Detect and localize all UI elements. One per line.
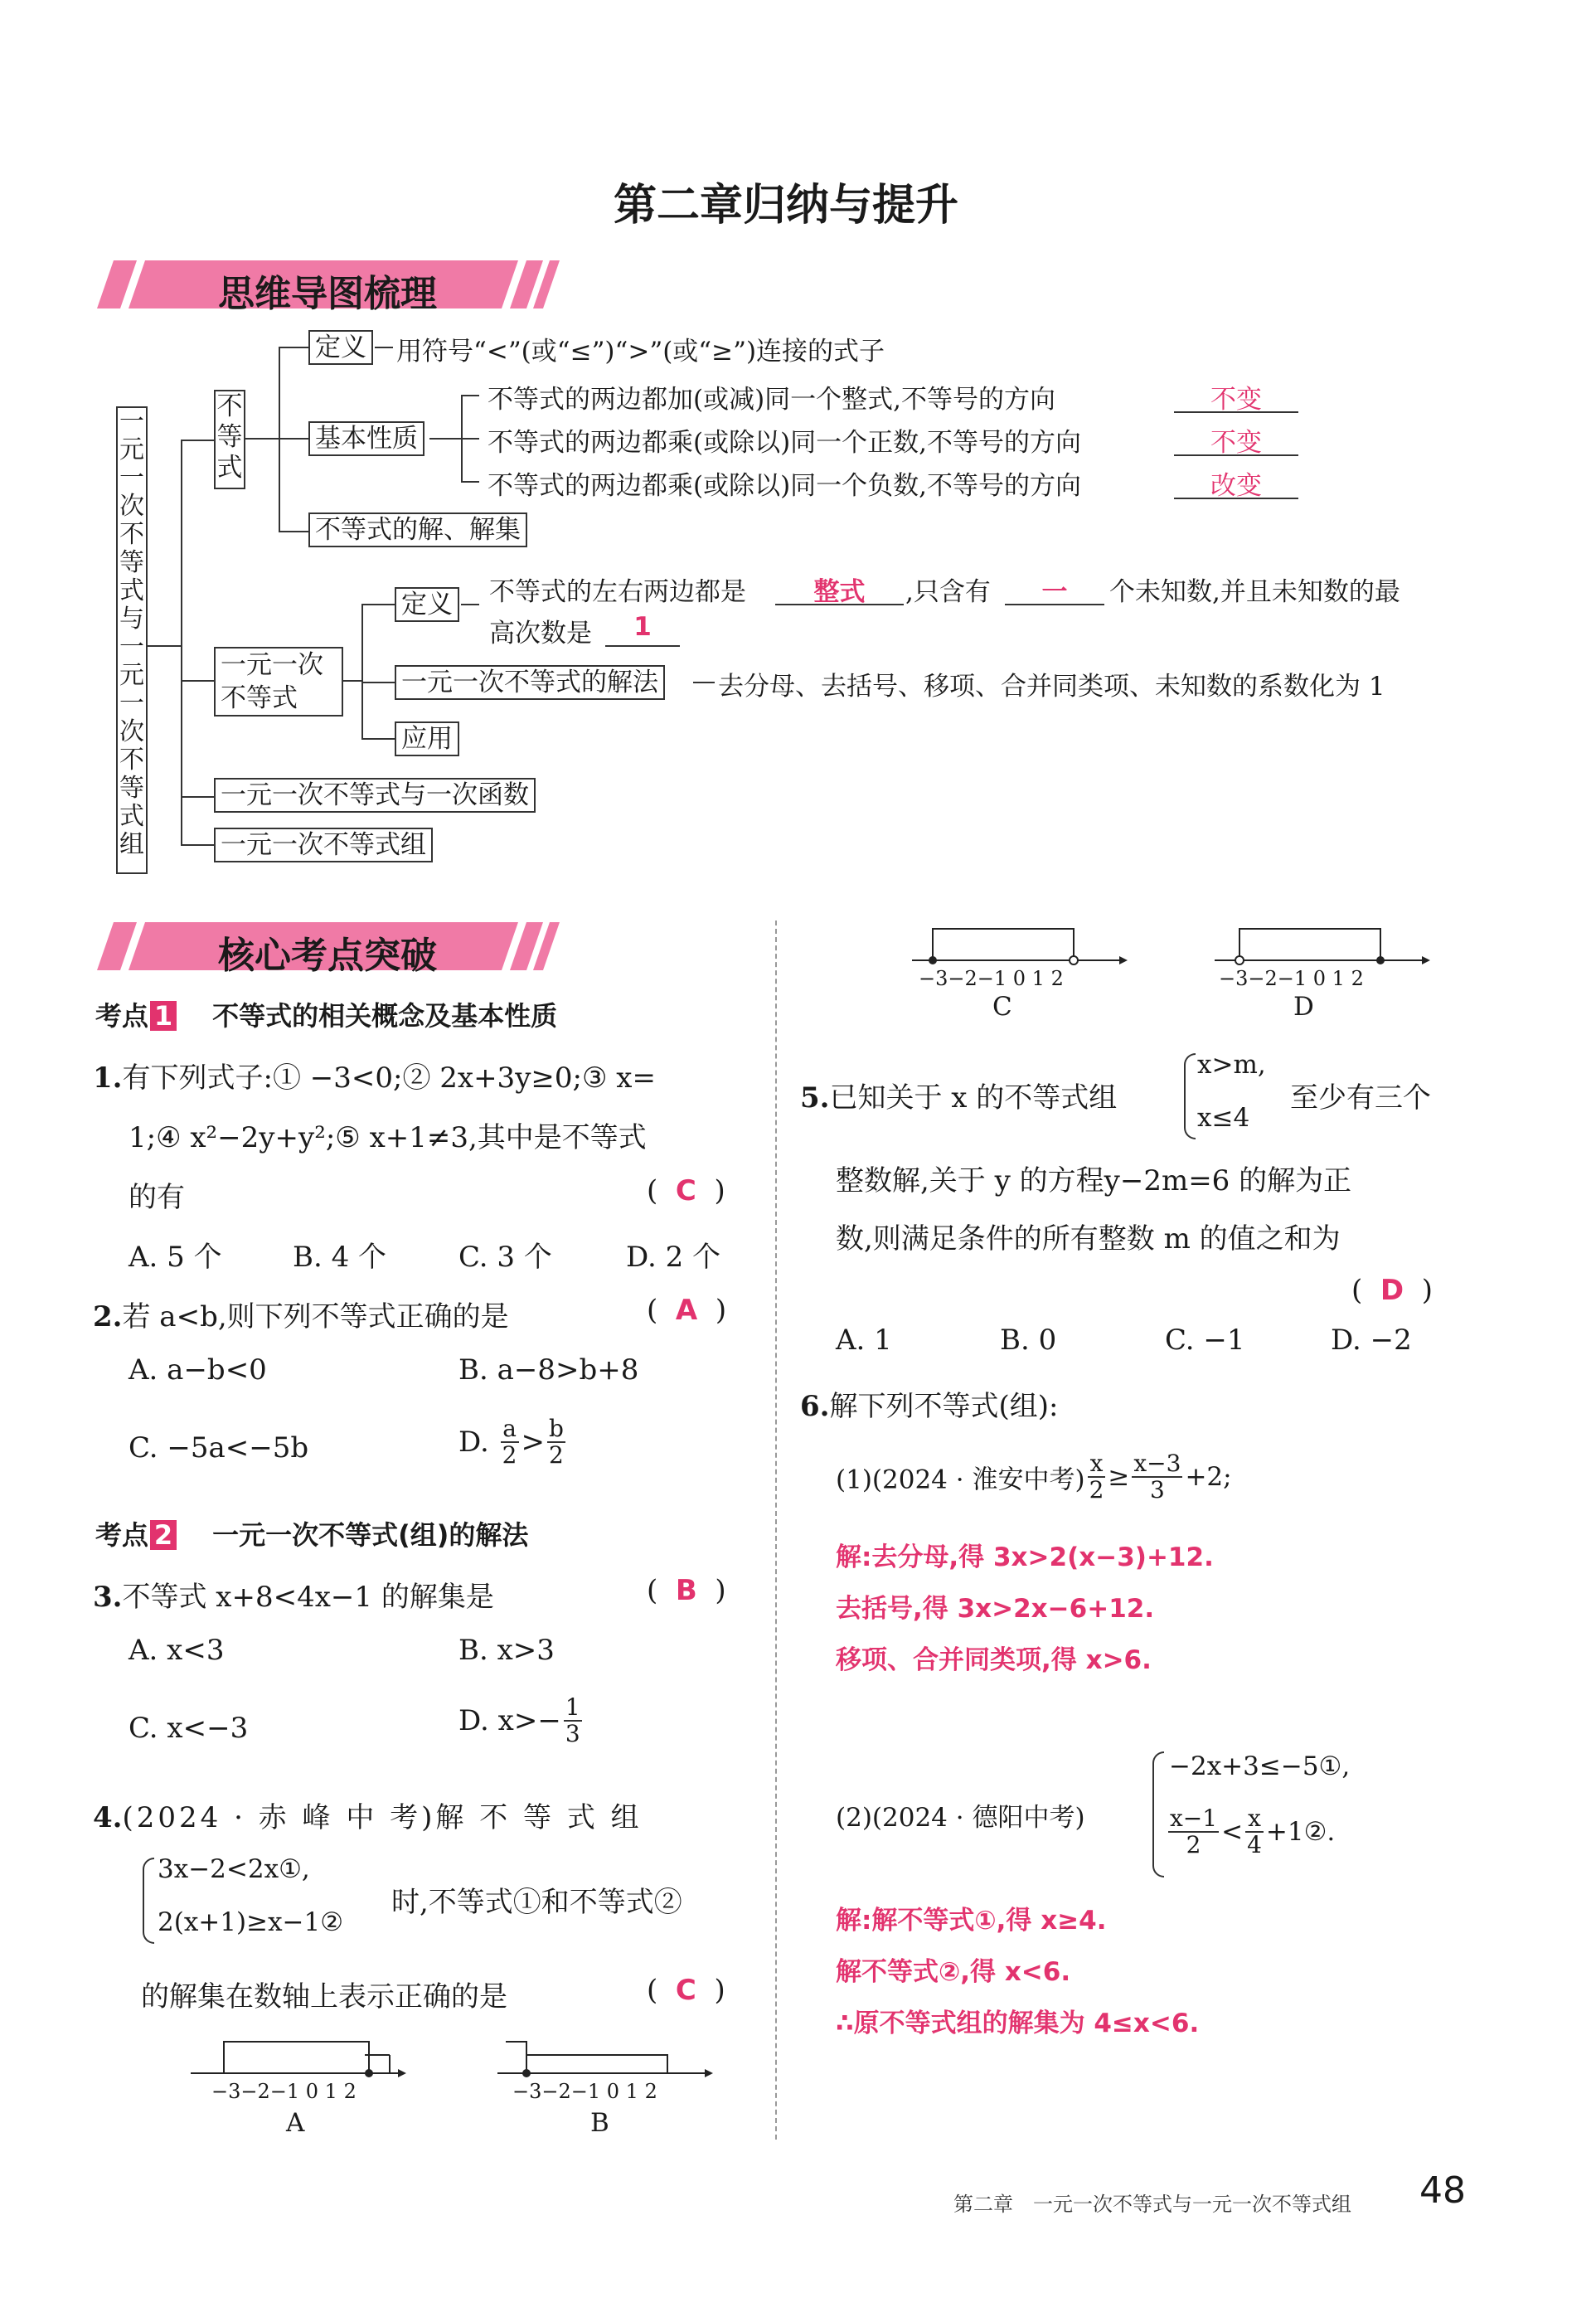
q5-text1b: 至少有三个 — [1290, 1081, 1431, 1115]
mindmap-def2-answer3: 1 — [605, 612, 680, 647]
q6-p1-frac2 — [1132, 1451, 1182, 1503]
q2-answer-bracket: ( A ) — [647, 1294, 727, 1327]
q3-stem — [93, 1574, 494, 1615]
q2-option-b: B. a−8>b+8 — [458, 1353, 639, 1387]
q4-system-line2: 2(x+1)≥x−1② — [158, 1907, 344, 1937]
section-banner-label: 思维导图梳理 — [218, 273, 437, 315]
mindmap-prop3-answer: 改变 — [1174, 464, 1298, 499]
q3-option-b: B. x>3 — [458, 1634, 555, 1667]
q4-system-line1: 3x−2<2x①, — [158, 1854, 310, 1884]
mindmap-node-dingyi: 定义 — [308, 330, 373, 365]
q1-number: 1. — [93, 1061, 123, 1095]
q2-optd-frac2 — [547, 1416, 565, 1468]
q4-numberline-d — [1215, 919, 1430, 969]
q4-numberline-d-ticks: −3−2−1 0 1 2 — [1219, 967, 1364, 990]
denominator: 4 — [1247, 1831, 1262, 1858]
q5-option-c: C. −1 — [1165, 1324, 1245, 1357]
q4-stem1 — [93, 1795, 643, 1835]
q4-numberline-c — [912, 919, 1128, 969]
q3-optd-frac — [564, 1695, 582, 1746]
q1-option-d: D. 2 个 — [626, 1241, 721, 1274]
mindmap-prop2-answer: 不变 — [1174, 421, 1298, 456]
mindmap-def2-answer1: 整式 — [775, 571, 904, 605]
mindmap-prop3: 不等式的两边都乘(或除以)同一个负数,不等号的方向 — [488, 471, 1082, 501]
section-banner-core — [95, 919, 560, 977]
q2-option-a: A. a−b<0 — [129, 1353, 267, 1387]
connector — [429, 438, 461, 440]
page-number: 48 — [1419, 2169, 1466, 2212]
q5-text1: 已知关于 x 的不等式组 — [829, 1081, 1118, 1115]
mindmap-node-dingyi2: 定义 — [395, 587, 459, 622]
connector — [181, 844, 214, 846]
q4-numberline-a — [191, 2032, 406, 2082]
mindmap-def2-answer2: 一 — [1005, 571, 1104, 605]
q2-optd-prefix: D. — [458, 1426, 489, 1459]
connector — [181, 680, 214, 682]
q6-p1-frac1 — [1088, 1451, 1106, 1503]
q1-line2: 1;④ x²−2y+y²;⑤ x+1≠3,其中是不等式 — [129, 1121, 647, 1154]
q5-answer: D — [1380, 1274, 1404, 1307]
connector — [461, 438, 479, 440]
q4-stem2: 时,不等式①和不等式② — [391, 1886, 682, 1919]
mindmap-node-jiben: 基本性质 — [308, 421, 424, 456]
q1-line3: 的有 — [129, 1181, 185, 1214]
connector — [693, 682, 715, 683]
connector — [181, 440, 182, 846]
kaodian-label: 考点 — [95, 1519, 149, 1551]
mindmap-node-zu: 一元一次不等式组 — [214, 828, 433, 862]
connector — [181, 796, 214, 798]
numberline-graphic — [912, 919, 1128, 969]
q2-stem — [93, 1294, 509, 1334]
connector — [461, 604, 479, 605]
mindmap-node-hanshu: 一元一次不等式与一次函数 — [214, 778, 536, 813]
q4-label-c: C — [992, 992, 1012, 1022]
numberline-graphic — [497, 2032, 713, 2082]
connector — [361, 604, 363, 738]
q6-p1-ge: ≥ — [1108, 1462, 1130, 1492]
numerator: b — [549, 1415, 564, 1442]
q5-stem3: 数,则满足条件的所有整数 m 的值之和为 — [836, 1222, 1341, 1256]
connector — [181, 440, 214, 441]
q1-option-b: B. 4 个 — [293, 1241, 387, 1274]
connector — [279, 347, 308, 348]
q6-text: 解下列不等式(组): — [829, 1390, 1059, 1423]
q2-number: 2. — [93, 1300, 123, 1333]
mindmap-dingyi-text: 用符号“<”(或“≤”)“>”(或“≥”)连接的式子 — [396, 337, 885, 367]
q1-option-a: A. 5 个 — [129, 1241, 222, 1274]
mindmap-def2-b: ,只含有 — [905, 577, 991, 607]
mindmap-root: 一元一次不等式与一元一次不等式组 — [116, 406, 148, 874]
page-title: 第二章归纳与提升 — [614, 181, 959, 231]
numberline-graphic — [1215, 919, 1430, 969]
q4-numberline-c-ticks: −3−2−1 0 1 2 — [919, 967, 1064, 990]
q6-sol1-line2: 去括号,得 3x>2x−6+12. — [836, 1594, 1155, 1624]
mindmap-def2-d: 高次数是 — [489, 619, 592, 649]
q6-part1 — [836, 1451, 1232, 1503]
q4-numberline-b — [497, 2032, 713, 2082]
q4-label-d: D — [1293, 992, 1314, 1022]
connector — [461, 481, 479, 483]
q1-answer: C — [675, 1174, 696, 1207]
connector — [375, 347, 393, 348]
q6-stem — [800, 1383, 1058, 1424]
q6-p2-lt: < — [1221, 1817, 1244, 1847]
q4-system-brace — [143, 1858, 154, 1944]
denominator: 2 — [1089, 1476, 1104, 1503]
footer-chapter: 第二章 一元一次不等式与一元一次不等式组 — [953, 2193, 1351, 2216]
q6-sol2-line2: 解不等式②,得 x<6. — [836, 1957, 1071, 1987]
numerator: x−1 — [1170, 1805, 1218, 1832]
q3-optd-prefix: D. x>− — [458, 1704, 561, 1737]
q4-label-a: A — [286, 2108, 305, 2138]
denominator: 2 — [1186, 1831, 1201, 1858]
q3-answer-bracket: ( B ) — [647, 1574, 726, 1607]
q6-p2-prefix: (2)(2024 · 德阳中考) — [836, 1803, 1085, 1833]
q5-stem1 — [800, 1075, 1117, 1115]
q3-number: 3. — [93, 1581, 123, 1614]
q6-system-brace — [1152, 1751, 1164, 1878]
mindmap-node-jiejieji: 不等式的解、解集 — [308, 512, 527, 547]
kaodian-title: 不等式的相关概念及基本性质 — [212, 1000, 558, 1032]
q2-text: 若 a<b,则下列不等式正确的是 — [122, 1300, 509, 1333]
q2-option-c: C. −5a<−5b — [129, 1431, 309, 1465]
q1-line1 — [93, 1055, 656, 1095]
connector — [361, 738, 395, 740]
q4-answer: C — [675, 1974, 696, 2007]
q2-optd-gt: > — [521, 1426, 545, 1459]
denominator: 3 — [1150, 1476, 1165, 1503]
q6-p2-tail: +1②. — [1265, 1817, 1336, 1847]
q5-option-a: A. 1 — [836, 1324, 892, 1357]
kaodian-2-heading — [95, 1514, 528, 1552]
q1-text1: 有下列式子:① −3<0;② 2x+3y≥0;③ x= — [122, 1061, 656, 1095]
q6-sol2-line1: 解:解不等式①,得 x≥4. — [836, 1906, 1107, 1936]
numerator: x−3 — [1133, 1450, 1181, 1477]
denominator: 3 — [565, 1720, 580, 1747]
q3-option-d — [458, 1695, 585, 1746]
q6-p2-frac1 — [1168, 1806, 1219, 1858]
mindmap-jiefa-text: 去分母、去括号、移项、合并同类项、未知数的系数化为 1 — [718, 672, 1385, 702]
kaodian-label: 考点 — [95, 1000, 149, 1032]
q6-sol1-line3: 移项、合并同类项,得 x>6. — [836, 1645, 1152, 1675]
connector — [361, 604, 395, 605]
q5-stem2: 整数解,关于 y 的方程y−2m=6 的解为正 — [836, 1164, 1352, 1197]
mindmap-prop1-answer: 不变 — [1174, 378, 1298, 413]
q4-answer-bracket: ( C ) — [647, 1974, 725, 2007]
mindmap-node-jiefa: 一元一次不等式的解法 — [395, 665, 665, 700]
section-banner-mindmap — [95, 257, 560, 315]
numerator: x — [1245, 1806, 1264, 1833]
mindmap-node-yiyuan: 一元一次不等式 — [214, 647, 343, 717]
column-divider — [775, 921, 777, 2140]
q6-sol2-line3: ∴原不等式组的解集为 4≤x<6. — [836, 2009, 1200, 2038]
q4-numberline-a-ticks: −3−2−1 0 1 2 — [211, 2080, 357, 2103]
q3-option-c: C. x<−3 — [129, 1712, 249, 1745]
mindmap-node-budengshi: 不等式 — [214, 390, 245, 489]
connector — [279, 531, 308, 532]
q6-p1-prefix: (1)(2024 · 淮安中考) — [836, 1465, 1085, 1495]
kaodian-title: 一元一次不等式(组)的解法 — [212, 1519, 529, 1551]
q3-text: 不等式 x+8<4x−1 的解集是 — [122, 1581, 494, 1614]
q6-p1-tail: +2; — [1185, 1462, 1232, 1492]
mindmap-prop1: 不等式的两边都加(或减)同一个整式,不等号的方向 — [488, 385, 1056, 415]
numerator: x — [1088, 1451, 1106, 1478]
connector — [361, 682, 395, 683]
q5-answer-bracket: ( D ) — [1351, 1274, 1433, 1307]
mindmap-def2-c: 个未知数,并且未知数的最 — [1109, 577, 1400, 607]
mindmap-node-yingyong: 应用 — [395, 721, 459, 756]
q6-p2-sys-line1: −2x+3≤−5①, — [1169, 1751, 1351, 1781]
mindmap-def2-a: 不等式的左右两边都是 — [489, 577, 746, 607]
q4-label-b: B — [590, 2108, 609, 2138]
kaodian-1-heading — [95, 995, 557, 1033]
q2-option-d — [458, 1416, 568, 1468]
q5-option-d: D. −2 — [1331, 1324, 1412, 1357]
q5-number: 5. — [800, 1081, 830, 1115]
connector — [245, 438, 279, 440]
q5-option-b: B. 0 — [1000, 1324, 1057, 1357]
numerator: 1 — [565, 1693, 580, 1721]
kaodian-number: 2 — [150, 1520, 177, 1550]
numberline-graphic — [191, 2032, 406, 2082]
connector — [343, 680, 361, 682]
q3-answer: B — [675, 1574, 697, 1607]
connector — [148, 645, 181, 647]
denominator: 2 — [502, 1441, 517, 1469]
mindmap-prop2: 不等式的两边都乘(或除以)同一个正数,不等号的方向 — [488, 428, 1082, 458]
connector — [279, 438, 308, 440]
kaodian-number: 1 — [150, 1001, 177, 1031]
q5-system-line1: x>m, — [1197, 1050, 1266, 1080]
section-banner-label: 核心考点突破 — [218, 935, 437, 977]
q6-sol1-line1: 解:去分母,得 3x>2(x−3)+12. — [836, 1542, 1214, 1572]
q4-text1: (2024 · 赤 峰 中 考)解 不 等 式 组 — [122, 1801, 643, 1834]
q4-number: 4. — [93, 1801, 123, 1834]
numerator: a — [501, 1416, 519, 1443]
q2-answer: A — [675, 1294, 698, 1327]
q6-number: 6. — [800, 1390, 830, 1423]
q6-p2-frac2 — [1245, 1806, 1264, 1858]
q3-option-a: A. x<3 — [129, 1634, 225, 1667]
q6-p2-sys-line2 — [1166, 1806, 1335, 1858]
q4-numberline-b-ticks: −3−2−1 0 1 2 — [512, 2080, 657, 2103]
q5-system-brace — [1184, 1053, 1196, 1139]
q1-option-c: C. 3 个 — [458, 1241, 552, 1274]
q4-stem3: 的解集在数轴上表示正确的是 — [141, 1980, 507, 2014]
connector — [461, 395, 479, 396]
q2-optd-frac1 — [501, 1416, 519, 1468]
denominator: 2 — [549, 1441, 564, 1469]
q1-answer-bracket: ( C ) — [647, 1174, 725, 1207]
q5-system-line2: x≤4 — [1197, 1103, 1250, 1133]
